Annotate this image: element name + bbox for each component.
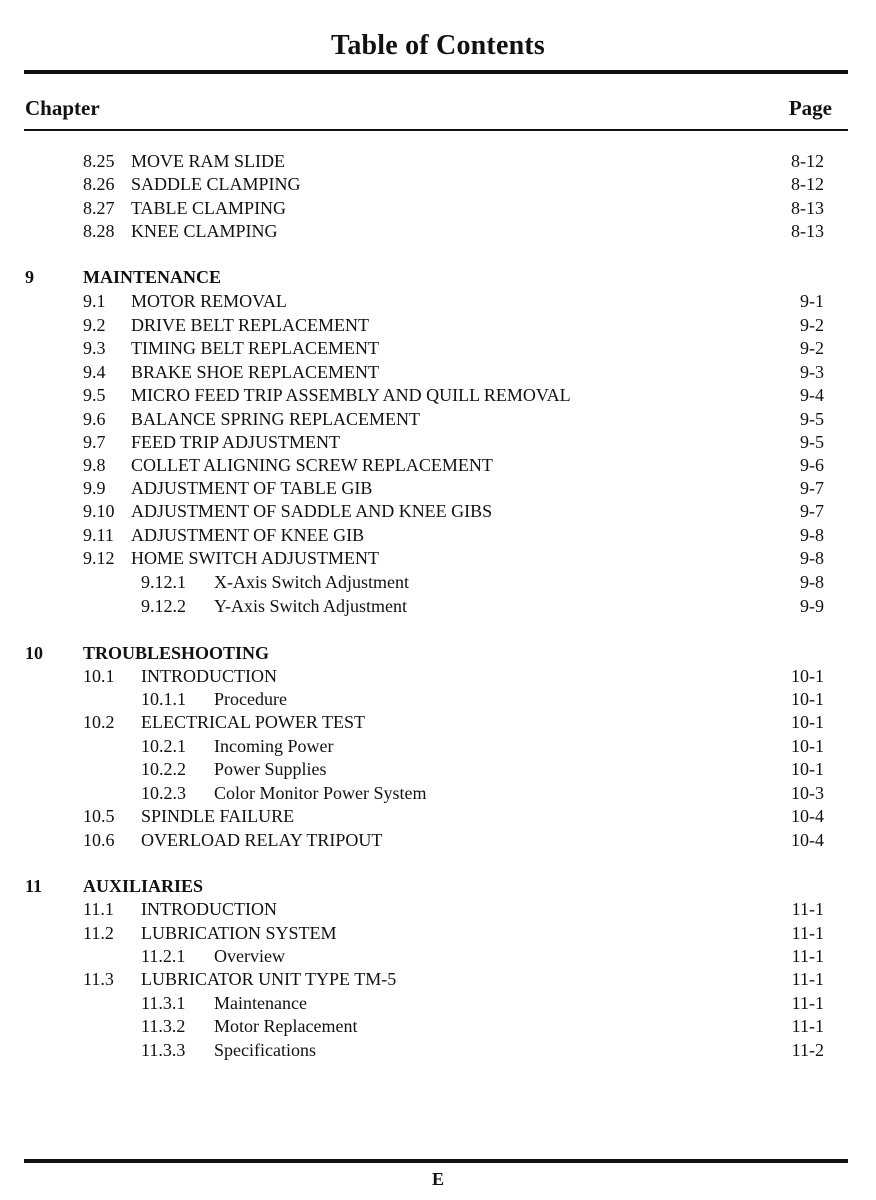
toc-subsection-number: 10.2.3 [141,783,186,803]
toc-section-title: LUBRICATION SYSTEM [141,923,337,943]
chapter-column-header: Chapter [25,96,100,120]
toc-section-row [0,220,876,243]
toc-section-title: TIMING BELT REPLACEMENT [131,338,380,358]
toc-page-number: 9-5 [800,432,824,452]
toc-page-number: 11-1 [791,923,824,943]
toc-subsection-row [0,688,876,711]
toc-subsection-row [0,1039,876,1062]
toc-page-number: 9-8 [800,525,824,545]
toc-section-title: ADJUSTMENT OF TABLE GIB [131,478,373,498]
toc-page-number: 9-7 [800,478,824,498]
toc-section-title: TABLE CLAMPING [131,198,287,218]
toc-section-number: 10.1 [83,666,115,686]
toc-page-number: 10-1 [791,736,824,756]
toc-section-row [0,454,876,477]
footer-divider [24,1159,848,1163]
toc-section-number: 9.10 [83,501,115,521]
toc-page-number: 9-2 [800,315,824,335]
toc-page-number: 8-12 [791,151,824,171]
toc-section-row [0,898,876,921]
toc-section-row [0,922,876,945]
page-title: Table of Contents [331,30,545,61]
toc-page-number: 11-2 [791,1040,824,1060]
toc-section-row [0,290,876,313]
toc-section-row [0,431,876,454]
toc-section-title: OVERLOAD RELAY TRIPOUT [141,830,383,850]
toc-subsection-row [0,992,876,1015]
toc-section-title: ELECTRICAL POWER TEST [141,712,365,732]
toc-page-number: 9-6 [800,455,824,475]
toc-page-number: 9-2 [800,338,824,358]
toc-section-title: COLLET ALIGNING SCREW REPLACEMENT [131,455,493,475]
toc-section-number: 9.7 [83,432,106,452]
toc-section-row [0,197,876,220]
toc-section-number: 9.4 [83,362,106,382]
toc-chapter-row [0,875,876,898]
toc-subsection-number: 10.2.1 [141,736,186,756]
toc-section-title: HOME SWITCH ADJUSTMENT [131,548,380,568]
toc-section-number: 9.11 [83,525,114,545]
toc-subsection-title: Power Supplies [214,759,327,779]
toc-section-number: 9.1 [83,291,106,311]
toc-page-number: 9-3 [800,362,824,382]
toc-section-title: SADDLE CLAMPING [131,174,301,194]
toc-section-number: 8.27 [83,198,115,218]
toc-section-row [0,829,876,852]
toc-section-number: 9.8 [83,455,106,475]
toc-chapter-row [0,266,876,289]
toc-page-number: 10-4 [791,830,824,850]
toc-section-title: SPINDLE FAILURE [141,806,295,826]
toc-section-number: 9.5 [83,385,106,405]
toc-section-row [0,408,876,431]
toc-page-number: 11-1 [791,969,824,989]
toc-section-title: MOVE RAM SLIDE [131,151,286,171]
toc-page-number: 8-12 [791,174,824,194]
toc-subsection-number: 11.3.1 [141,993,186,1013]
toc-section-row [0,384,876,407]
toc-section-number: 10.6 [83,830,115,850]
toc-subsection-number: 9.12.2 [141,596,186,616]
toc-section-number: 8.26 [83,174,115,194]
toc-section-number: 11.2 [83,923,114,943]
toc-chapter-row [0,642,876,665]
toc-chapter-title: AUXILIARIES [83,876,204,896]
toc-subsection-row [0,782,876,805]
toc-section-number: 9.6 [83,409,106,429]
toc-subsection-number: 11.3.2 [141,1016,186,1036]
toc-page-number: 11-1 [791,993,824,1013]
toc-section-title: LUBRICATOR UNIT TYPE TM-5 [141,969,397,989]
toc-subsection-row [0,1015,876,1038]
toc-section-number: 8.25 [83,151,115,171]
toc-section-number: 9.9 [83,478,106,498]
toc-section-title: INTRODUCTION [141,666,277,686]
toc-section-row [0,361,876,384]
toc-chapter-title: TROUBLESHOOTING [83,643,270,663]
toc-section-number: 10.2 [83,712,115,732]
toc-chapter-number: 10 [25,643,43,663]
toc-section-title: ADJUSTMENT OF SADDLE AND KNEE GIBS [131,501,493,521]
toc-section-row [0,173,876,196]
toc-section-row [0,477,876,500]
toc-subsection-title: X-Axis Switch Adjustment [214,572,410,592]
page-column-header: Page [788,96,832,120]
toc-subsection-row [0,595,876,618]
toc-page-number: 9-9 [800,596,824,616]
toc-subsection-number: 9.12.1 [141,572,186,592]
toc-section-row [0,665,876,688]
toc-section-number: 10.5 [83,806,115,826]
toc-section-title: MOTOR REMOVAL [131,291,287,311]
toc-page-number: 10-3 [791,783,824,803]
toc-page-number: 9-8 [800,572,824,592]
toc-subsection-row [0,758,876,781]
toc-subsection-title: Motor Replacement [214,1016,358,1036]
toc-section-row [0,805,876,828]
toc-section-row [0,337,876,360]
toc-subsection-row [0,735,876,758]
toc-subsection-number: 10.1.1 [141,689,186,709]
toc-section-row [0,547,876,570]
toc-section-title: MICRO FEED TRIP ASSEMBLY AND QUILL REMOVAL [131,385,571,405]
toc-subsection-number: 11.3.3 [141,1040,186,1060]
toc-page-number: 9-4 [800,385,824,405]
toc-section-title: BRAKE SHOE REPLACEMENT [131,362,380,382]
toc-section-number: 9.3 [83,338,106,358]
toc-section-title: ADJUSTMENT OF KNEE GIB [131,525,365,545]
toc-page-number: 8-13 [791,221,824,241]
toc-subsection-title: Y-Axis Switch Adjustment [214,596,408,616]
toc-section-row [0,524,876,547]
toc-section-number: 9.12 [83,548,115,568]
toc-section-row [0,314,876,337]
toc-section-number: 11.1 [83,899,114,919]
toc-page-number: 10-4 [791,806,824,826]
toc-section-row [0,968,876,991]
toc-page-number: 11-1 [791,899,824,919]
toc-page-number: 9-8 [800,548,824,568]
toc-subsection-title: Specifications [214,1040,316,1060]
page-footer-letter: E [431,1169,444,1189]
toc-section-row [0,150,876,173]
toc-section-title: KNEE CLAMPING [131,221,278,241]
toc-page-number: 11-1 [791,946,824,966]
toc-subsection-number: 10.2.2 [141,759,186,779]
toc-subsection-title: Procedure [214,689,287,709]
toc-section-title: FEED TRIP ADJUSTMENT [131,432,341,452]
toc-page-number: 9-5 [800,409,824,429]
toc-page-number: 10-1 [791,712,824,732]
toc-section-row [0,500,876,523]
toc-subsection-number: 11.2.1 [141,946,186,966]
toc-section-number: 9.2 [83,315,106,335]
toc-subsection-row [0,571,876,594]
toc-section-number: 11.3 [83,969,114,989]
toc-page-number: 11-1 [791,1016,824,1036]
toc-section-title: INTRODUCTION [141,899,277,919]
toc-subsection-title: Maintenance [214,993,307,1013]
toc-chapter-number: 11 [25,876,43,896]
toc-subsection-title: Overview [214,946,285,966]
toc-page-number: 9-1 [800,291,824,311]
toc-subsection-title: Incoming Power [214,736,334,756]
toc-subsection-title: Color Monitor Power System [214,783,427,803]
toc-chapter-title: MAINTENANCE [83,267,222,287]
toc-page-number: 8-13 [791,198,824,218]
toc-section-title: BALANCE SPRING REPLACEMENT [131,409,421,429]
toc-page-number: 10-1 [791,666,824,686]
toc-page-number: 9-7 [800,501,824,521]
toc-section-number: 8.28 [83,221,115,241]
toc-page-number: 10-1 [791,689,824,709]
toc-section-title: DRIVE BELT REPLACEMENT [131,315,370,335]
toc-section-row [0,711,876,734]
toc-chapter-number: 9 [25,267,34,287]
toc-subsection-row [0,945,876,968]
toc-page-number: 10-1 [791,759,824,779]
